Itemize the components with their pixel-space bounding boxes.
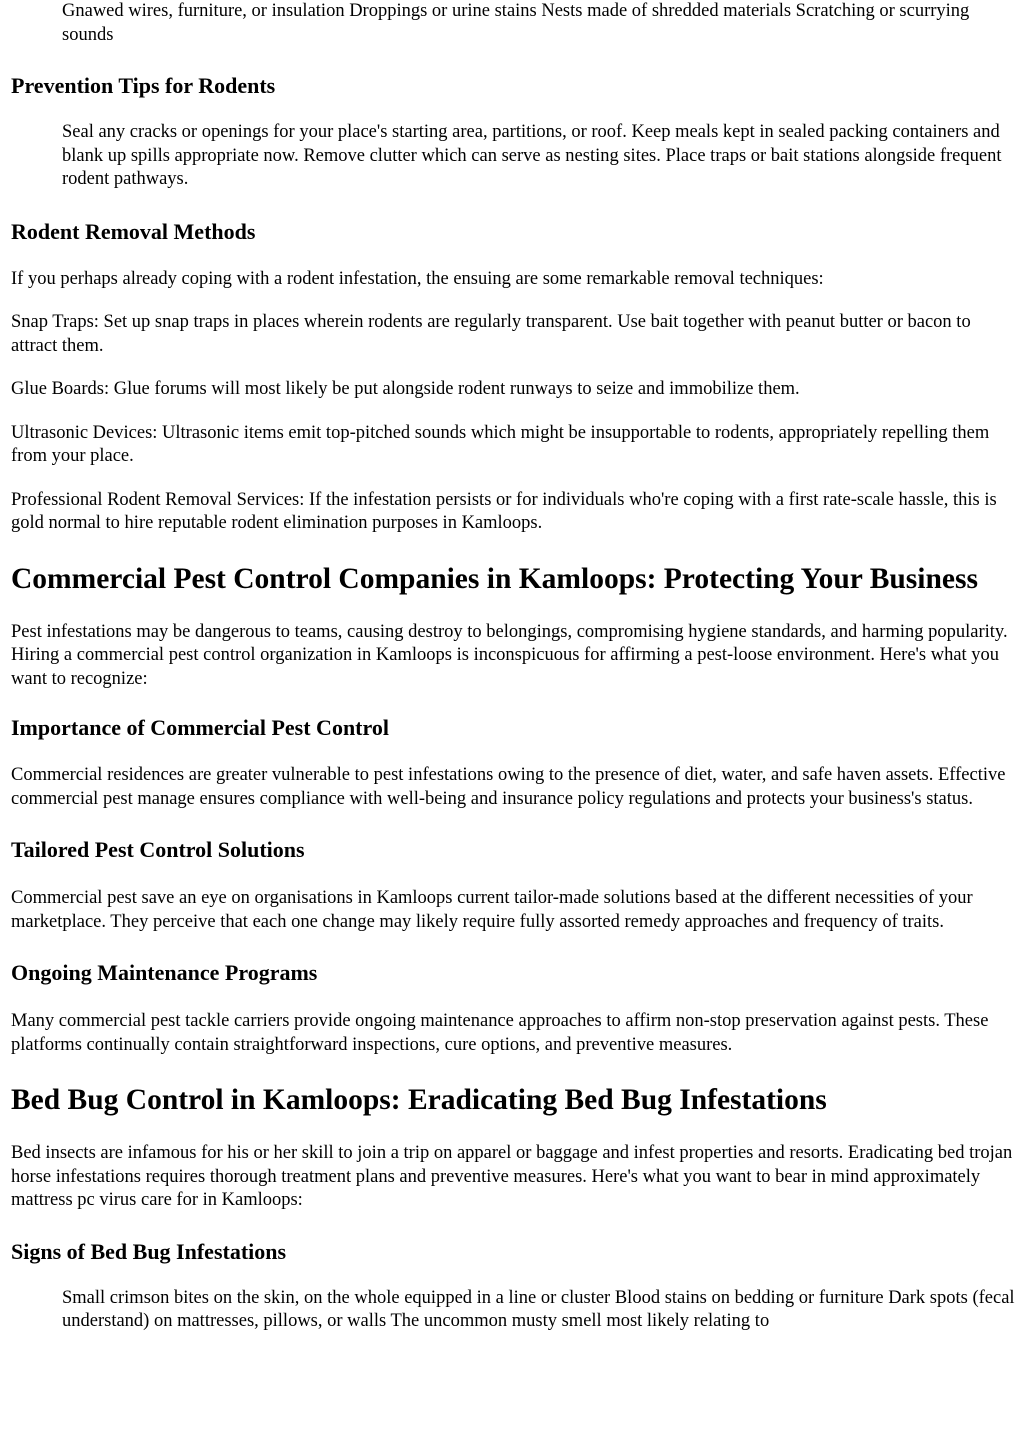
heading-tailored-solutions: Tailored Pest Control Solutions (11, 837, 305, 862)
heading-commercial-pest-control: Commercial Pest Control Companies in Kamloops: Protecting Your Business (11, 562, 978, 595)
ultrasonic-devices-paragraph: Ultrasonic Devices: Ultrasonic items emit top-pitched sounds which might be insupportable to rodents, appropriately repelling them from your place. (11, 422, 990, 466)
heading-bed-bug-control: Bed Bug Control in Kamloops: Eradicating Bed Bug Infestations (11, 1084, 827, 1116)
heading-ongoing-maintenance: Ongoing Maintenance Programs (11, 960, 318, 985)
importance-paragraph: Commercial residences are greater vulnerable to pest infestations owing to the presence of diet, water, and safe haven assets. Effective commercial pest manage ensures compliance with well-being and insurance policy regulations and protects your business's status. (11, 765, 1006, 809)
removal-intro-paragraph: If you perhaps already coping with a rodent infestation, the ensuing are some remarkable removal techniques: (11, 268, 824, 289)
heading-bed-bug-signs: Signs of Bed Bug Infestations (11, 1238, 287, 1264)
heading-prevention-tips: Prevention Tips for Rodents (11, 73, 276, 98)
glue-boards-paragraph: Glue Boards: Glue forums will most likely be put alongside rodent runways to seize and immobilize them. (11, 379, 800, 399)
tailored-solutions-paragraph: Commercial pest save an eye on organisations in Kamloops current tailor-made solutions based at the different necessities of your marketplace. They perceive that each one change may likely require fully assorted remedy approaches and frequency of traits. (11, 888, 973, 932)
bed-bug-signs-quote: Small crimson bites on the skin, on the whole equipped in a line or cluster Blood stains on bedding or furniture Dark spots (fecal understand) on mattresses, pillows, or walls The uncommon musty smell most likely relating to (62, 1287, 1015, 1331)
prevention-tips-quote: Seal any cracks or openings for your place's starting area, partitions, or roof. Keep meals kept in sealed packing containers and blank up spills appropriate now. Remove clutter which can serve as nesting sites. Place traps or bait stations alongside frequent rodent pathways. (62, 122, 1002, 189)
commercial-intro-paragraph: Pest infestations may be dangerous to teams, causing destroy to belongings, compromising hygiene standards, and harming popularity. Hiring a commercial pest control organization in Kamloops is inconspicuous for affirming a pest-loose environment. Here's what you want to recognize: (11, 621, 1008, 689)
ongoing-maintenance-paragraph: Many commercial pest tackle carriers provide ongoing maintenance approaches to affirm non-stop preservation against pests. These platforms continually contain straightforward inspections, cure options, and preventive measures. (11, 1011, 989, 1055)
professional-removal-paragraph: Professional Rodent Removal Services: If the infestation persists or for individuals who're coping with a first rate-scale hassle, this is gold normal to hire reputable rodent elimination purposes in Kamloops. (11, 489, 997, 533)
heading-removal-methods: Rodent Removal Methods (11, 218, 256, 244)
bed-bug-intro-paragraph: Bed insects are infamous for his or her skill to join a trip on apparel or baggage and infest properties and resorts. Eradicating bed trojan horse infestations requires thorough treatment plans and preventive measures. Here's what you want to bear in mind approximately mattress pc virus care for in Kamloops: (11, 1143, 1013, 1210)
heading-importance: Importance of Commercial Pest Control (11, 715, 389, 740)
article-body (11, 0, 1016, 1334)
snap-traps-paragraph: Snap Traps: Set up snap traps in places wherein rodents are regularly transparent. Use bait together with peanut butter or bacon to attract them. (11, 312, 971, 356)
rodent-signs-quote: Gnawed wires, furniture, or insulation Droppings or urine stains Nests made of shredded materials Scratching or scurrying sounds (62, 1, 970, 45)
